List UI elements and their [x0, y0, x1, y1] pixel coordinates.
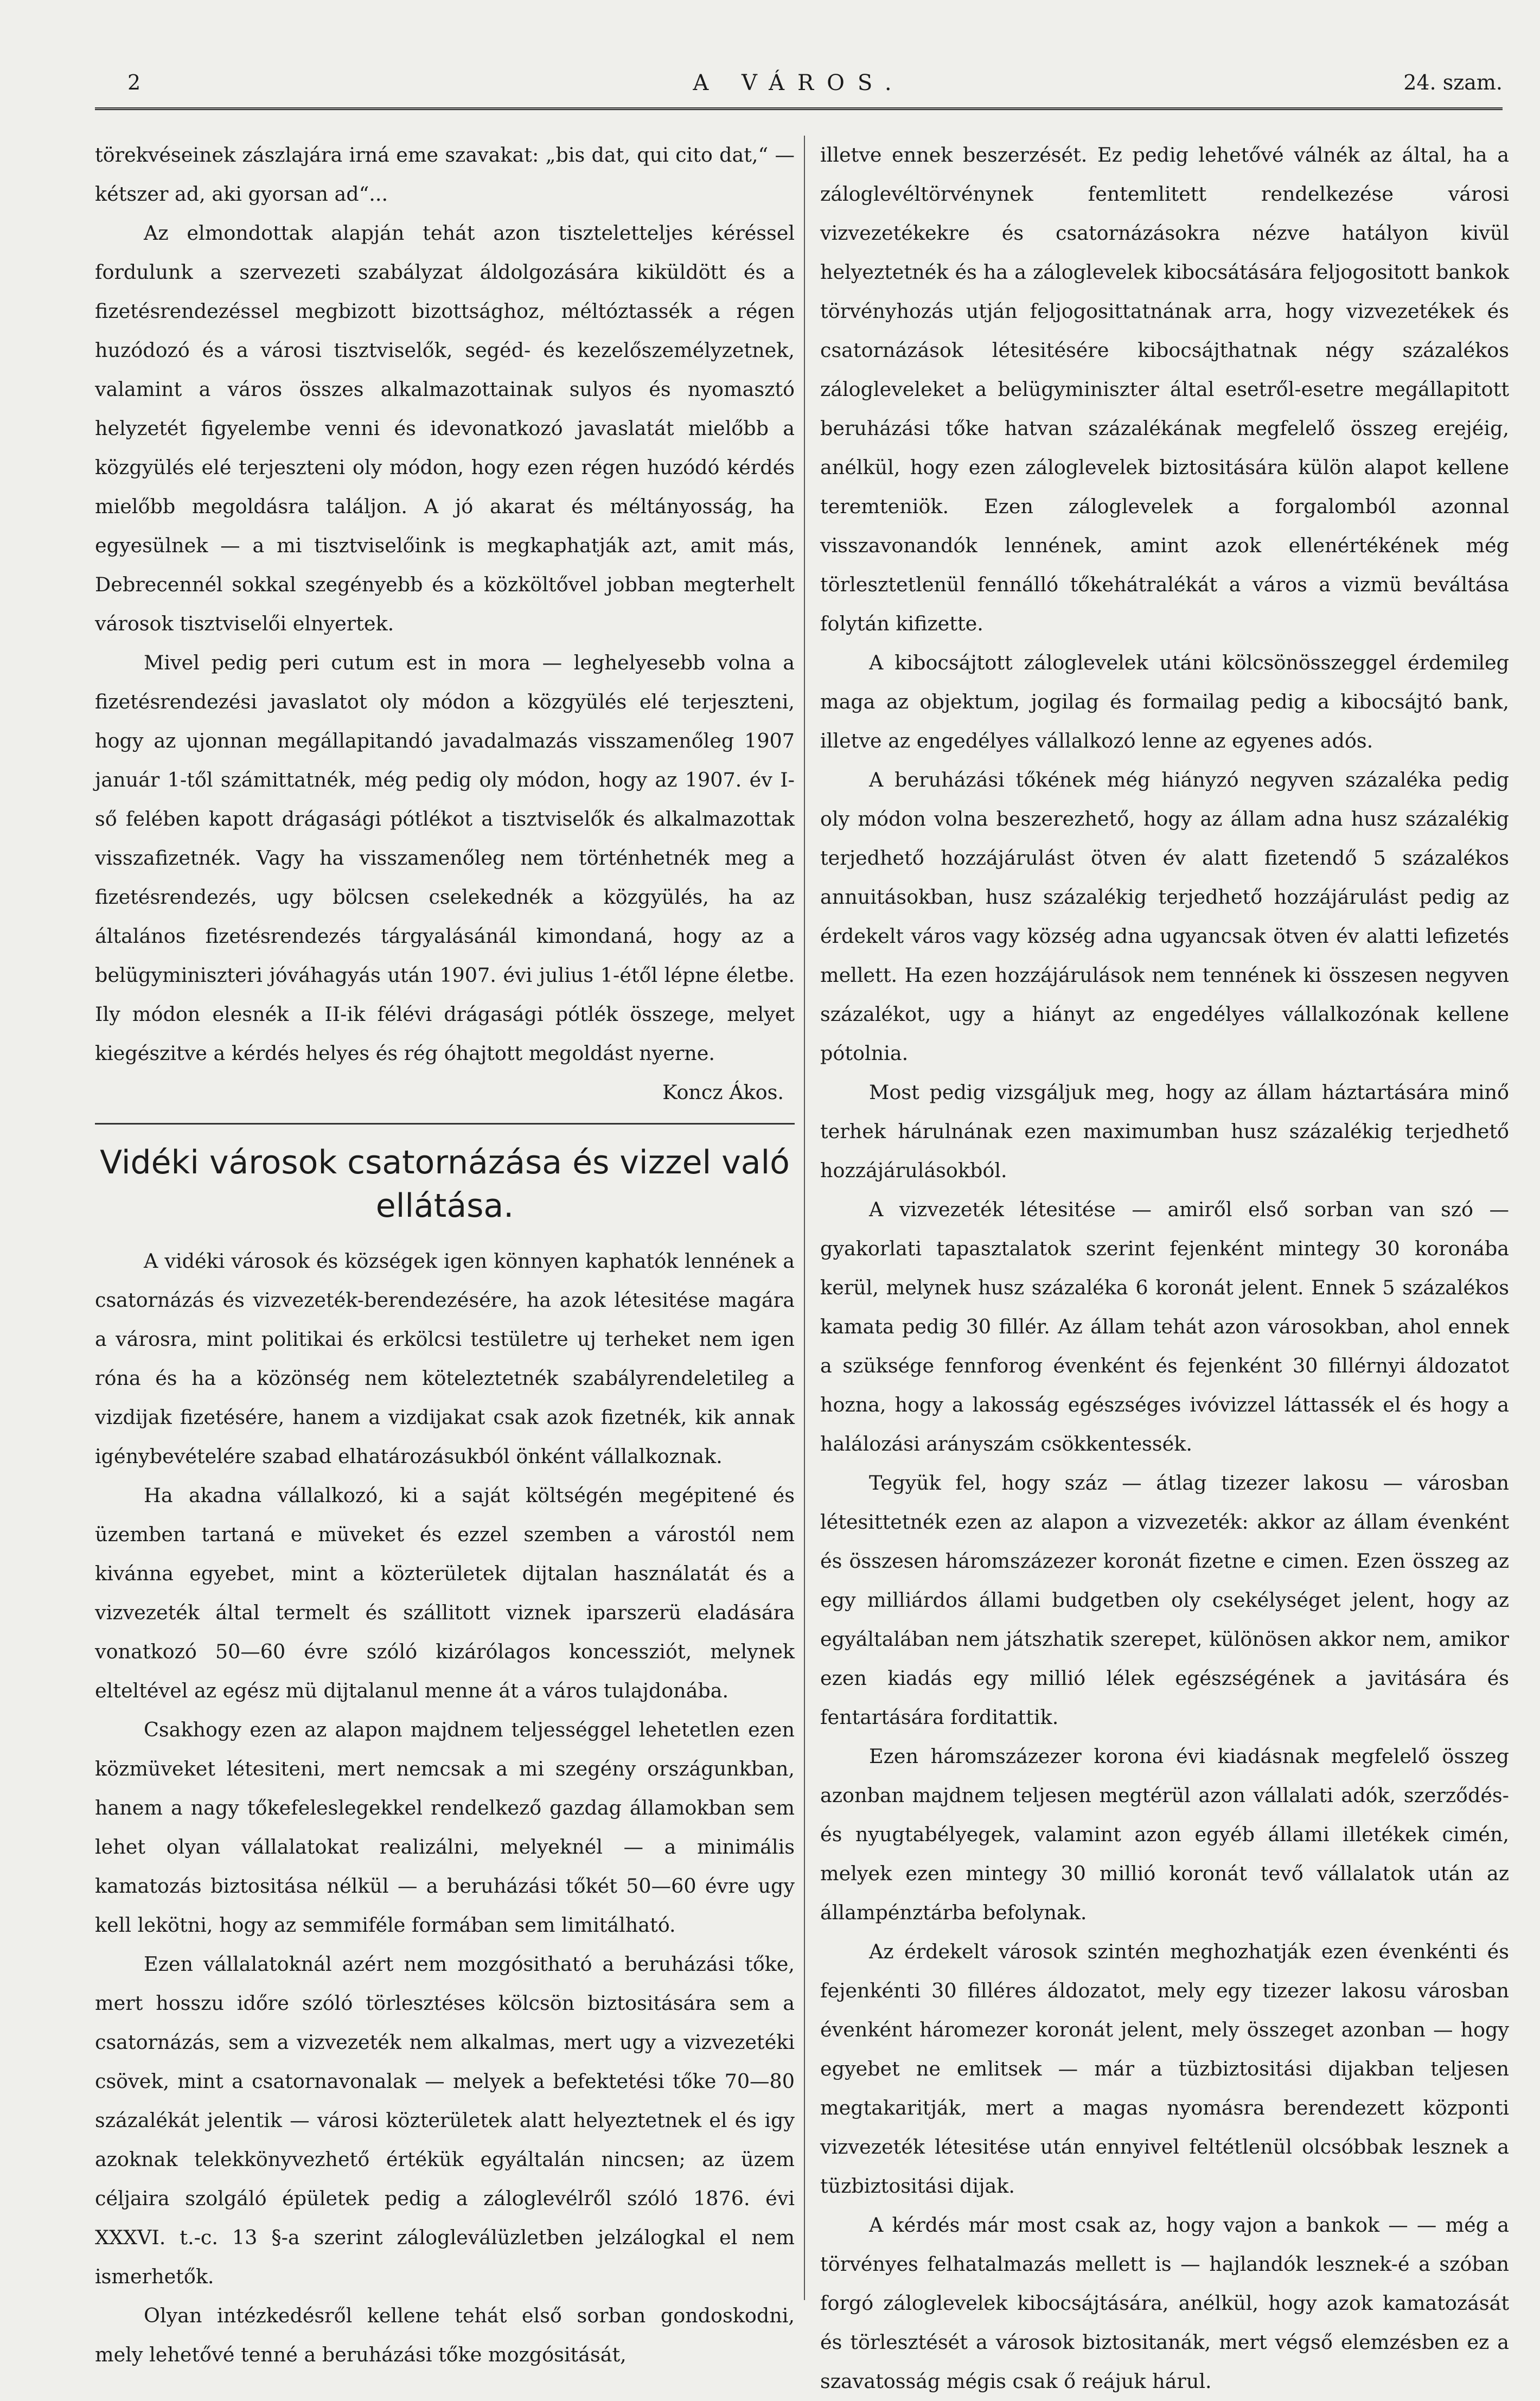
header-rule [95, 107, 1503, 110]
journal-title: A VÁROS. [693, 71, 905, 95]
paragraph: Olyan intézkedésről kellene tehát első sorban gondoskodni, mely lehetővé tenné a beruházási tőke mozgósitását, [95, 2304, 795, 2366]
paragraph: Tegyük fel, hogy száz — átlag tizezer lakosu — városban létesittetnék ezen az alapon a vizvezeték: akkor az állam évenként és összesen háromszázezer koronát fizetne e cimen. Ezen összeg az egy milliárdos állami budgetben oly csekélységet jelent, hogy az egyáltalában nem játszhatik szerepet, különösen akkor nem, amikor ezen kiadás egy millió lélek egészségének a javitására és fentartására forditattik. [820, 1471, 1509, 1729]
paragraph: A vizvezeték létesitése — amiről első sorban van szó — gyakorlati tapasztalatok szerint fejenként mintegy 30 koronába kerül, melynek husz százaléka 6 koronát jelent. Ennek 5 százalékos kamata pedig 30 fillér. Az állam tehát azon városokban, ahol ennek a szüksége fennforog évenként és fejenként 30 fillérnyi áldozatot hozna, hogy a lakosság egészséges ivóvizzel láttassék el és hogy a halálozási arányszám csökkentessék. [820, 1198, 1509, 1455]
paragraph: Az érdekelt városok szintén meghozhatják ezen évenkénti és fejenkénti 30 filléres áldozatot, mely egy tizezer lakosu városban évenként háromezer koronát jelent, mely összeget azonban — hogy egyebet ne emlitsek — már a tüzbiztositási dijakban teljesen megtakaritják, mert a magas nyomásra berendezett központi vizvezeték létesitése után ennyivel feltétlenül olcsóbbak lesznek a tüzbiztositási dijak. [820, 1940, 1509, 2198]
paragraph: illetve ennek beszerzését. Ez pedig lehetővé válnék az által, ha a záloglevéltörvénynek fentemlitett rendelkezése városi vizvezetékekre és csatornázásokra nézve hatályon kivül helyeztetnék és ha a záloglevelek kibocsátására feljogositott bankok törvényhozás utján feljogosittatnának arra, hogy vizvezetékek és csatornázások létesitésére kibocsájthatnak négy százalékos zálogleveleket a belügyminiszter által esetről-esetre megállapitott beruházási tőke hatvan százalékának megfelelő összeg erejéig, anélkül, hogy ezen záloglevelek biztositására külön alapot kellene teremteniök. Ezen záloglevelek a forgalomból azonnal visszavonandók lennének, amint azok ellenértékének még törlesztetlenül fennálló tőkehátralékát a város a vizmü beváltása folytán kifizette. [820, 143, 1509, 635]
paragraph: Csakhogy ezen az alapon majdnem teljességgel lehetetlen ezen közmüveket létesiteni, mert nemcsak a mi szegény országunkban, hanem a nagy tőkefeleslegekkel rendelkező gazdag államokban sem lehet olyan vállalatokat realizálni, melyeknél — a minimális kamatozás biztositása nélkül — a beruházási tőkét 50—60 évre ugy kell lekötni, hogy az semmiféle formában sem limitálható. [95, 1718, 795, 1937]
article-title: Vidéki városok csatornázása és vizzel való ellátása. [100, 1144, 790, 1225]
paragraph: A vidéki városok és községek igen könnyen kaphatók lennének a csatornázás és vizvezeték-berendezésére, ha azok létesitése magára a városra, mint politikai és erkölcsi testületre uj terheket nem igen róna és ha a közönség nem köteleztetnék szabályrendeletileg a vizdijak fizetésére, hanem a vizdijakat csak azok fizetnék, kik annak igénybevételére szabad elhatározásukból önként vállalkoznak. [95, 1249, 795, 1468]
paragraph: Az elmondottak alapján tehát azon tiszteletteljes kéréssel fordulunk a szervezeti szabályzat áldolgozására kiküldött és a fizetésrendezéssel megbizott bizottsághoz, méltóztassék a régen huzódozó és a városi tisztviselők, segéd- és kezelőszemélyzetnek, valamint a város összes alkalmazottainak sulyos és nyomasztó helyzetét figyelembe venni és idevonatkozó javaslatát mielőbb a közgyülés elé terjeszteni oly módon, hogy ezen régen huzódó kérdés mielőbb megoldásra találjon. A jó akarat és méltányosság, ha egyesülnek — a mi tisztviselőink is megkaphatják azt, amit más, Debrecennél sokkal szegényebb és a közköltővel jobban megterhelt városok tisztviselői elnyertek. [95, 221, 795, 635]
article-divider [95, 1123, 795, 1125]
page-number: 2 [127, 71, 141, 94]
paragraph: A kérdés már most csak az, hogy vajon a bankok — — még a törvényes felhatalmazás mellett is — hajlandók lesznek-é a szóban forgó záloglevelek kibocsájtására, anélkül, hogy azok kamatozását és törlesztését a városok biztositanák, mert végső elemzésben ez a szavatosság mégis csak ő reájuk hárul. [820, 2213, 1509, 2393]
left-column [95, 136, 795, 2374]
paragraph: A beruházási tőkének még hiányzó negyven százaléka pedig oly módon volna beszerezhető, hogy az állam adna husz százalékig terjedhető hozzájárulást ötven év alatt fizetendő 5 százalékos annuitásokban, husz százalékig terjedhető hozzájárulást pedig az érdekelt város vagy község adna ugyancsak ötven év alatti lefizetés mellett. Ha ezen hozzájárulások nem tennének ki összesen negyven százalékot, ugy a hiányt az engedélyes vállalkozónak kellene pótolnia. [820, 768, 1509, 1065]
paragraph: Ha akadna vállalkozó, ki a saját költségén megépitené és üzemben tartaná e müveket és ezzel szemben a várostól nem kivánna egyebet, mint a közterületek dijtalan használatát és a vizvezeték által termelt és szállitott viznek iparszerü eladására vonatkozó 50—60 évre szóló kizárólagos koncessziót, melynek elteltével az egész mü dijtalanul menne át a város tulajdonába. [95, 1484, 795, 1702]
paragraph: Ezen vállalatoknál azért nem mozgósitható a beruházási tőke, mert hosszu időre szóló törlesztéses kölcsön biztositására sem a csatornázás, sem a vizvezeték nem alkalmas, mert ugy a vizvezetéki csövek, mint a csatornavonalak — melyek a befektetési tőke 70—80 százalékát jelentik — városi közterületek alatt helyeztetnek el és igy azoknak telekkönyvezhető értékük egyáltalán nincsen; az üzem céljaira szolgáló épületek pedig a záloglevélről szóló 1876. évi XXXVI. t.-c. 13 §-a szerint zálogleválüzletben jelzálogkal el nem ismerhetők. [95, 1952, 795, 2288]
right-column [820, 136, 1509, 2401]
column-divider [804, 136, 805, 2300]
paragraph: Mivel pedig peri cutum est in mora — leghelyesebb volna a fizetésrendezési javaslatot oly módon a közgyülés elé terjeszteni, hogy az ujonnan megállapitandó javadalmazás visszamenőleg 1907 január 1-től számittatnék, még pedig oly módon, hogy az 1907. év I-ső felében kapott drágasági pótlékot a tisztviselők és alkalmazottak visszafizetnék. Vagy ha visszamenőleg nem történhetnék meg a fizetésrendezés, ugy bölcsen cselekednék a közgyülés, ha az általános fizetésrendezés tárgyalásánál kimondaná, hogy az a belügyminiszteri jóváhagyás után 1907. évi julius 1-étől lépne életbe. Ily módon elesnék a II-ik félévi drágasági pótlék összege, melyet kiegészitve a kérdés helyes és rég óhajtott megoldást nyerne. [95, 651, 795, 1065]
author-signature: Koncz Ákos. [662, 1081, 784, 1104]
page-header [95, 71, 1503, 108]
issue-number: 24. szam. [1403, 71, 1503, 94]
paragraph: Most pedig vizsgáljuk meg, hogy az állam háztartására minő terhek hárulnának ezen maximumban husz százalékig terjedhető hozzájárulásokból. [820, 1081, 1509, 1182]
paragraph: A kibocsájtott záloglevelek utáni kölcsönösszeggel érdemileg maga az objektum, jogilag és formailag pedig a kibocsájtó bank, illetve az engedélyes vállalkozó lenne az egyenes adós. [820, 651, 1509, 752]
paragraph: törekvéseinek zászlajára irná eme szavakat: „bis dat, qui cito dat,“ — kétszer ad, aki gyorsan ad“... [95, 143, 795, 206]
paragraph: Ezen háromszázezer korona évi kiadásnak megfelelő összeg azonban majdnem teljesen megtérül azon vállalati adók, szerződés- és nyugtabélyegek, valamint azon egyéb állami illetékek cimén, melyek ezen mintegy 30 millió koronát tevő vállalatok után az állampénztárba befolynak. [820, 1745, 1509, 1924]
